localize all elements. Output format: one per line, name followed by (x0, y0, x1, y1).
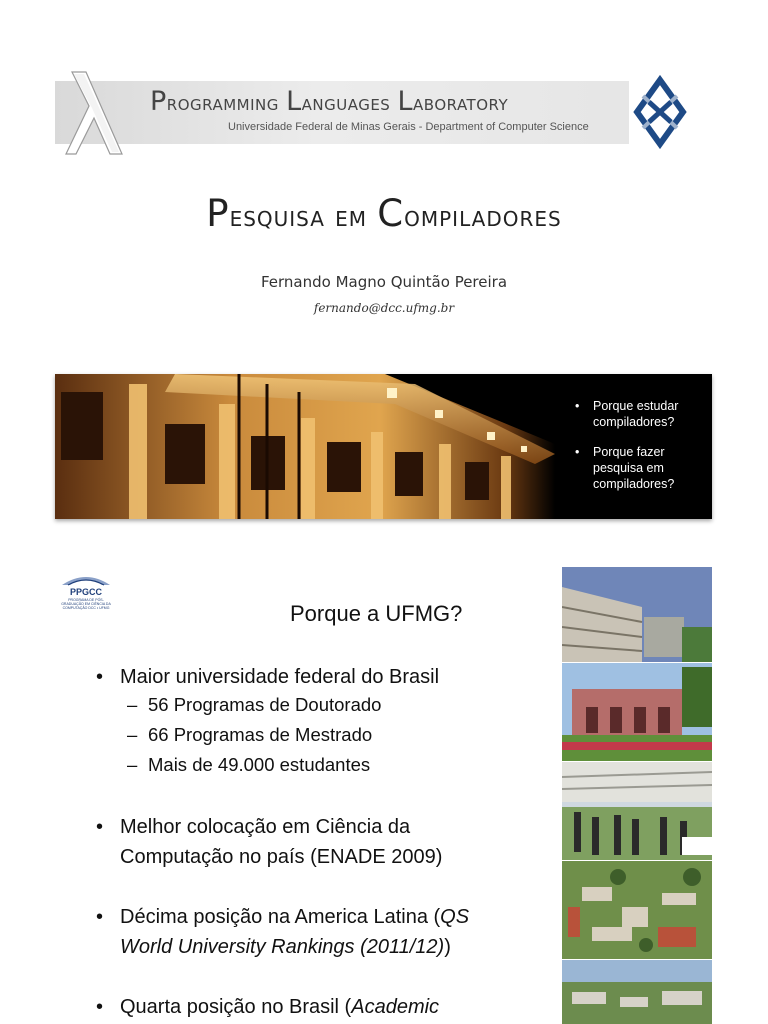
strip-bullet-list (575, 398, 705, 506)
campus-photos (562, 567, 712, 1024)
ppgcc-logo-text: PPGCC (69, 587, 102, 597)
campus-photo (562, 762, 712, 860)
campus-photo (562, 960, 712, 1024)
bullet-icon: • (96, 816, 104, 838)
interlocked-diamond-icon (631, 74, 689, 150)
document-title: Pesquisa em Compiladores (206, 192, 562, 235)
building-photo-strip (55, 374, 712, 519)
campus-photo (562, 663, 712, 761)
lab-title: Programming Languages Laboratory (150, 86, 509, 117)
list-item: • Porque estudar compiladores? (575, 398, 705, 430)
dash-icon: – (127, 724, 138, 745)
ppgcc-logo-caption: PROGRAMA DE PÓS-GRADUAÇÃO EM CIÊNCIA DA COMPUTAÇÃO DCC • UFMG (61, 598, 111, 610)
campus-photo (562, 861, 712, 959)
author-email: fernando@dcc.ufmg.br (313, 301, 455, 315)
dash-icon: – (127, 754, 138, 775)
bullet-icon: • (96, 666, 104, 688)
bullet-icon: • (96, 996, 104, 1018)
campus-photo-column (562, 567, 712, 1024)
list-item: • Porque fazer pesquisa em compiladores? (575, 444, 705, 492)
dash-icon: – (127, 694, 138, 715)
lab-subtitle: Universidade Federal de Minas Gerais - Department of Computer Science (228, 121, 589, 133)
lambda-icon (62, 68, 130, 160)
slide-heading: Porque a UFMG? (290, 601, 463, 626)
author-name: Fernando Magno Quintão Pereira (260, 273, 508, 291)
bullet-icon: • (96, 906, 104, 928)
campus-photo (562, 567, 712, 662)
